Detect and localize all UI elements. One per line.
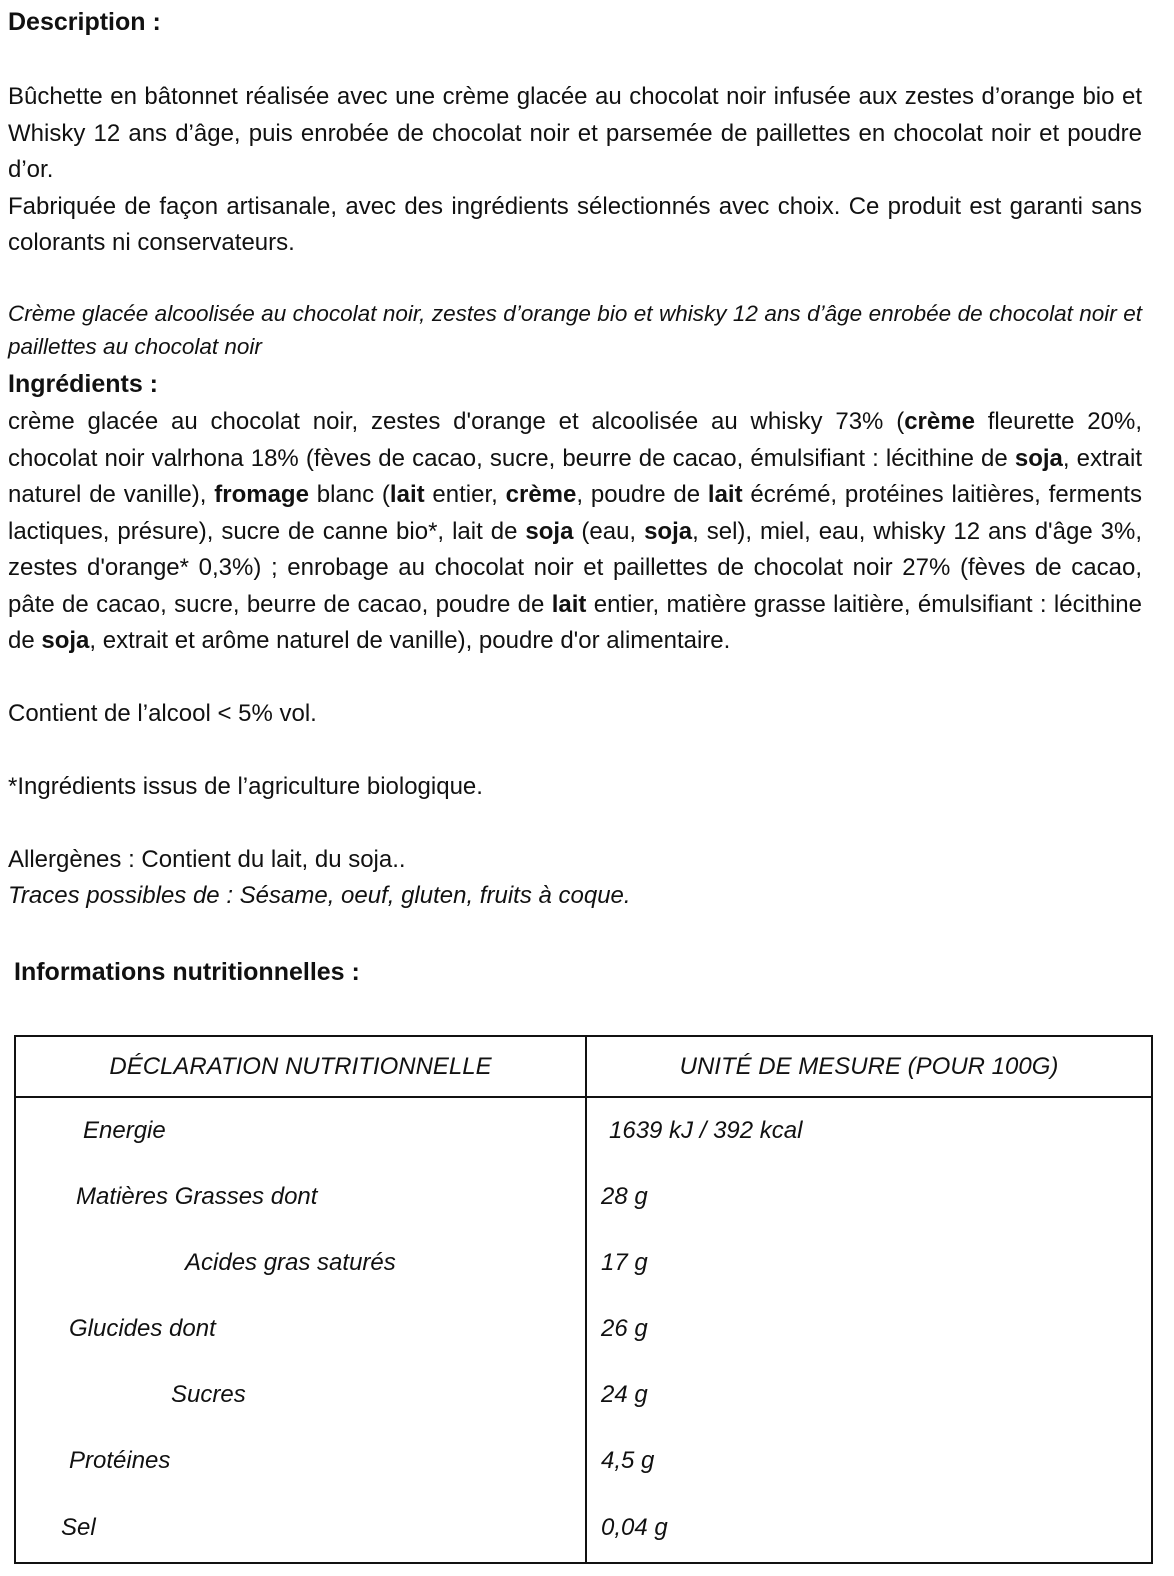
ingredient-segment: écrémé, protéines laitières, ferments lactiques, présure), sucre de canne bio*, lait de bbox=[8, 481, 1143, 545]
alcohol-content: Contient de l’alcool < 5% vol. bbox=[8, 700, 317, 727]
nutrient-name: Matières Grasses dont bbox=[76, 1183, 318, 1210]
nutrient-name: Glucides dont bbox=[69, 1315, 216, 1342]
nutrient-label bbox=[15, 1494, 586, 1563]
description-paragraph-2: Fabriquée de façon artisanale, avec des ingrédients sélectionnés avec choix. Ce produit est garanti sans colorants ni conservateurs. bbox=[8, 192, 1142, 256]
nutrition-heading: Informations nutritionnelles : bbox=[14, 958, 360, 986]
nutrient-label bbox=[15, 1097, 586, 1164]
allergen-highlight: crème bbox=[505, 481, 577, 508]
col-header-unit: UNITÉ DE MESURE (POUR 100G) bbox=[586, 1036, 1152, 1097]
allergen-highlight: crème bbox=[904, 408, 975, 435]
ingredient-segment: , extrait naturel de vanille), bbox=[8, 444, 1142, 508]
col-header-declaration: DÉCLARATION NUTRITIONNELLE bbox=[15, 1036, 586, 1097]
allergens: Allergènes : Contient du lait, du soja.. bbox=[8, 846, 406, 873]
organic-note: *Ingrédients issus de l’agriculture biologique. bbox=[8, 773, 483, 800]
ingredient-segment: crème glacée au chocolat noir, zestes d'orange et alcoolisée au whisky 73% ( bbox=[8, 408, 905, 435]
table-row bbox=[15, 1097, 1152, 1164]
product-subtitle: Crème glacée alcoolisée au chocolat noir, zestes d’orange bio et whisky 12 ans d’âge enrobée de chocolat noir et paillettes au chocolat noir bbox=[8, 301, 1142, 359]
product-subtitle-block bbox=[8, 297, 1142, 363]
ingredient-segment: entier, matière grasse laitière, émulsifiant : lécithine de bbox=[8, 590, 1142, 654]
nutrient-amount: 28 g bbox=[601, 1183, 648, 1210]
table-row bbox=[15, 1164, 1152, 1230]
nutrient-amount: 4,5 g bbox=[601, 1447, 655, 1474]
nutrient-amount: 24 g bbox=[601, 1381, 648, 1408]
nutrient-label bbox=[15, 1164, 586, 1230]
table-row bbox=[15, 1296, 1152, 1362]
nutrition-table bbox=[14, 1035, 1153, 1564]
nutrient-name: Energie bbox=[83, 1117, 166, 1144]
allergen-highlight: soja bbox=[1014, 444, 1063, 472]
nutrition-table-header bbox=[15, 1036, 1152, 1097]
allergen-highlight: soja bbox=[41, 627, 90, 654]
ingredient-segment: , sel), miel, eau, whisky 12 ans d'âge 3%, zestes d'orange* 0,3%) ; enrobage au chocolat noir et paillettes de chocolat noir 27% (fèves de cacao, pâte de cacao, sucre, beurre de cacao, poudre de bbox=[8, 517, 1143, 618]
nutrient-label bbox=[15, 1296, 586, 1362]
allergen-highlight: soja bbox=[644, 517, 693, 545]
nutrient-value bbox=[586, 1230, 1152, 1296]
ingredient-segment: fleurette 20%, chocolat noir valrhona 18% (fèves de cacao, sucre, beurre de cacao, émulsifiant : lécithine de bbox=[8, 408, 1142, 472]
nutrient-value bbox=[586, 1296, 1152, 1362]
ingredients-list bbox=[8, 404, 1142, 660]
allergen-highlight: lait bbox=[551, 590, 587, 618]
nutrient-value bbox=[586, 1428, 1152, 1494]
allergen-highlight: soja bbox=[525, 517, 574, 545]
nutrient-name: Sel bbox=[61, 1514, 96, 1541]
nutrient-label bbox=[15, 1362, 586, 1428]
ingredient-segment: entier, bbox=[424, 481, 506, 508]
traces: Traces possibles de : Sésame, oeuf, gluten, fruits à coque. bbox=[8, 882, 631, 909]
allergen-highlight: lait bbox=[707, 481, 743, 508]
table-row bbox=[15, 1362, 1152, 1428]
nutrient-amount: 26 g bbox=[601, 1315, 648, 1342]
description-heading: Description : bbox=[8, 8, 161, 36]
ingredient-segment: (eau, bbox=[573, 517, 645, 545]
allergen-highlight: lait bbox=[389, 481, 425, 508]
ingredient-segment: , extrait et arôme naturel de vanille), poudre d'or alimentaire. bbox=[89, 627, 731, 654]
nutrient-name: Protéines bbox=[69, 1447, 171, 1474]
nutrient-value bbox=[586, 1097, 1152, 1164]
description-paragraph-1: Bûchette en bâtonnet réalisée avec une crème glacée au chocolat noir infusée aux zestes d’orange bio et Whisky 12 ans d’âge, puis enrobée de chocolat noir et parsemée de paillettes en chocolat noir et poudre d’or. bbox=[8, 83, 1142, 183]
description-text bbox=[8, 79, 1142, 262]
nutrient-name: Sucres bbox=[171, 1381, 246, 1408]
nutrient-value bbox=[586, 1362, 1152, 1428]
ingredients-text bbox=[8, 404, 1142, 660]
nutrient-value bbox=[586, 1164, 1152, 1230]
nutrient-label bbox=[15, 1230, 586, 1296]
table-row bbox=[15, 1494, 1152, 1563]
ingredient-segment: , poudre de bbox=[576, 481, 708, 508]
nutrient-amount: 17 g bbox=[601, 1249, 648, 1276]
ingredient-segment: blanc ( bbox=[308, 481, 390, 508]
nutrient-amount: 1639 kJ / 392 kcal bbox=[609, 1117, 803, 1144]
nutrient-name: Acides gras saturés bbox=[185, 1249, 396, 1276]
table-row bbox=[15, 1428, 1152, 1494]
nutrient-label bbox=[15, 1428, 586, 1494]
nutrient-amount: 0,04 g bbox=[601, 1514, 668, 1541]
nutrient-value bbox=[586, 1494, 1152, 1563]
table-row bbox=[15, 1230, 1152, 1296]
allergen-highlight: fromage bbox=[214, 481, 309, 508]
ingredients-heading: Ingrédients : bbox=[8, 370, 159, 398]
